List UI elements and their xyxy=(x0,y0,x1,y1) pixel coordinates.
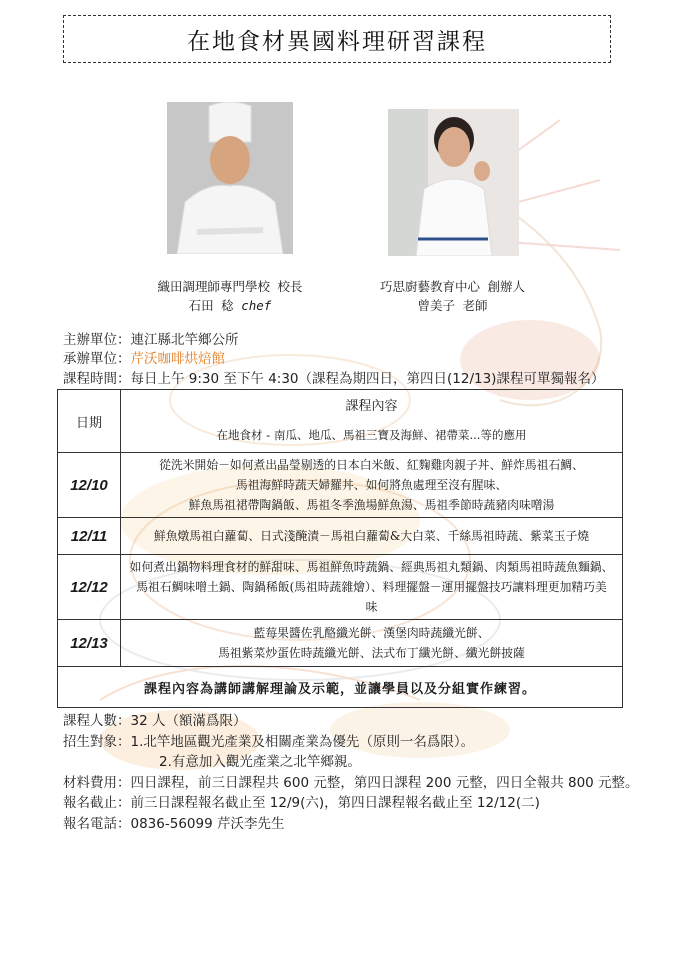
enrollment-target-1: 招生對象：1.北竿地區觀光產業及相關產業為優先（原則一名爲限）。 xyxy=(63,733,475,750)
co-organizer-line xyxy=(63,350,225,368)
course-note: 課程內容為講師講解理論及示範，並讓學員以及分組實作練習。 xyxy=(58,667,623,708)
table-row xyxy=(58,555,623,620)
instructor-name-line xyxy=(145,296,315,315)
table-row xyxy=(58,620,623,667)
course-time-value: 每日上午 9:30 至下午 4:30（課程為期四日，第四日(12/13)課程可單獨報名） xyxy=(130,371,605,387)
row-content-line: 如何煮出鍋物料理食材的鮮甜味、馬祖鮮魚時蔬鍋、經典馬祖丸類鍋、肉類馬祖時蔬魚麵鍋、 xyxy=(129,560,614,574)
instructor-caption-tseng xyxy=(365,277,540,315)
row-content-line: 馬祖紫菜炒蛋佐時蔬纖光餅、法式布丁纖光餅、纖光餅披薩 xyxy=(218,646,525,660)
registration-details xyxy=(63,711,639,834)
instructor-title: 織田調理師專門學校 校長 xyxy=(157,279,303,294)
row-content-line: 從洗米開始－如何煮出晶瑩剔透的日本白米飯、紅麴雞肉親子丼、鮮炸馬祖石鯛、 xyxy=(159,458,584,472)
title-box xyxy=(63,15,611,63)
row-content xyxy=(121,620,623,667)
table-row xyxy=(58,518,623,555)
instructor-name: 石田 稔 xyxy=(188,298,234,313)
table-header-row xyxy=(58,390,623,453)
content-header: 課程內容 xyxy=(345,399,398,414)
instructor-name: 曾美子 老師 xyxy=(417,298,488,313)
row-content xyxy=(121,555,623,620)
row-content-line: 味 xyxy=(365,600,378,614)
organizer-line xyxy=(63,331,239,349)
course-time-line xyxy=(63,370,604,388)
content-subheader: 在地食材 - 南瓜、地瓜、馬祖三寶及海鮮、裙帶菜...等的應用 xyxy=(216,428,527,442)
registration-deadline: 報名截止：前三日課程報名截止至 12/9(六)，第四日課程報名截止至 12/12(二) xyxy=(63,795,540,811)
row-content-line: 鮮魚燉馬祖白蘿蔔、日式淺醃漬－馬祖白蘿蔔&大白菜、千絲馬祖時蔬、紫菜玉子燒 xyxy=(153,529,590,543)
chef-photo-tseng xyxy=(388,109,519,256)
chef-photo-ishida xyxy=(167,102,293,254)
row-date: 12/12 xyxy=(58,555,121,620)
course-table xyxy=(57,389,623,708)
row-date: 12/11 xyxy=(58,518,121,555)
row-content-line: 藍莓果醬佐乳酪纖光餅、漢堡肉時蔬纖光餅、 xyxy=(253,626,490,640)
row-content-line: 馬祖海鮮時蔬天婦羅丼、如何將魚處理至沒有腥味、 xyxy=(235,478,508,492)
material-fee: 材料費用：四日課程，前三日課程共 600 元整，第四日課程 200 元整，四日全報共 800 元整。 xyxy=(63,774,639,791)
row-content xyxy=(121,453,623,518)
co-organizer-value: 芹沃咖啡烘焙館 xyxy=(130,351,225,367)
instructor-suffix: chef xyxy=(241,298,272,313)
course-time-label: 課程時間： xyxy=(63,371,131,387)
registration-phone: 報名電話：0836-56099 芹沃李先生 xyxy=(63,815,285,832)
course-capacity: 課程人數：32 人（額滿爲限） xyxy=(63,713,247,729)
row-content-line: 鮮魚馬祖裙帶陶鍋飯、馬祖冬季漁場鮮魚湯、馬祖季節時蔬豬肉味噌湯 xyxy=(188,498,555,512)
row-content-line: 馬祖石鯛味噌土鍋、陶鍋稀飯(馬祖時蔬雜燴）、料理擺盤－運用擺盤技巧讓料理更加精巧美 xyxy=(136,580,607,594)
date-header: 日期 xyxy=(58,390,121,453)
instructor-title: 巧思廚藝教育中心 創辦人 xyxy=(379,279,526,294)
row-date: 12/13 xyxy=(58,620,121,667)
page-title: 在地食材異國料理研習課程 xyxy=(187,28,487,55)
row-date: 12/10 xyxy=(58,453,121,518)
enrollment-target-2: 2.有意加入觀光產業之北竿鄉親。 xyxy=(159,754,361,770)
content-header-cell xyxy=(121,390,623,453)
organizer-value: 連江縣北竿鄉公所 xyxy=(130,332,239,348)
row-content xyxy=(121,518,623,555)
table-note-row xyxy=(58,667,623,708)
organizer-label: 主辦單位： xyxy=(63,332,131,348)
co-organizer-label: 承辦單位： xyxy=(63,351,131,367)
table-row xyxy=(58,453,623,518)
instructor-caption-ishida xyxy=(145,277,315,315)
